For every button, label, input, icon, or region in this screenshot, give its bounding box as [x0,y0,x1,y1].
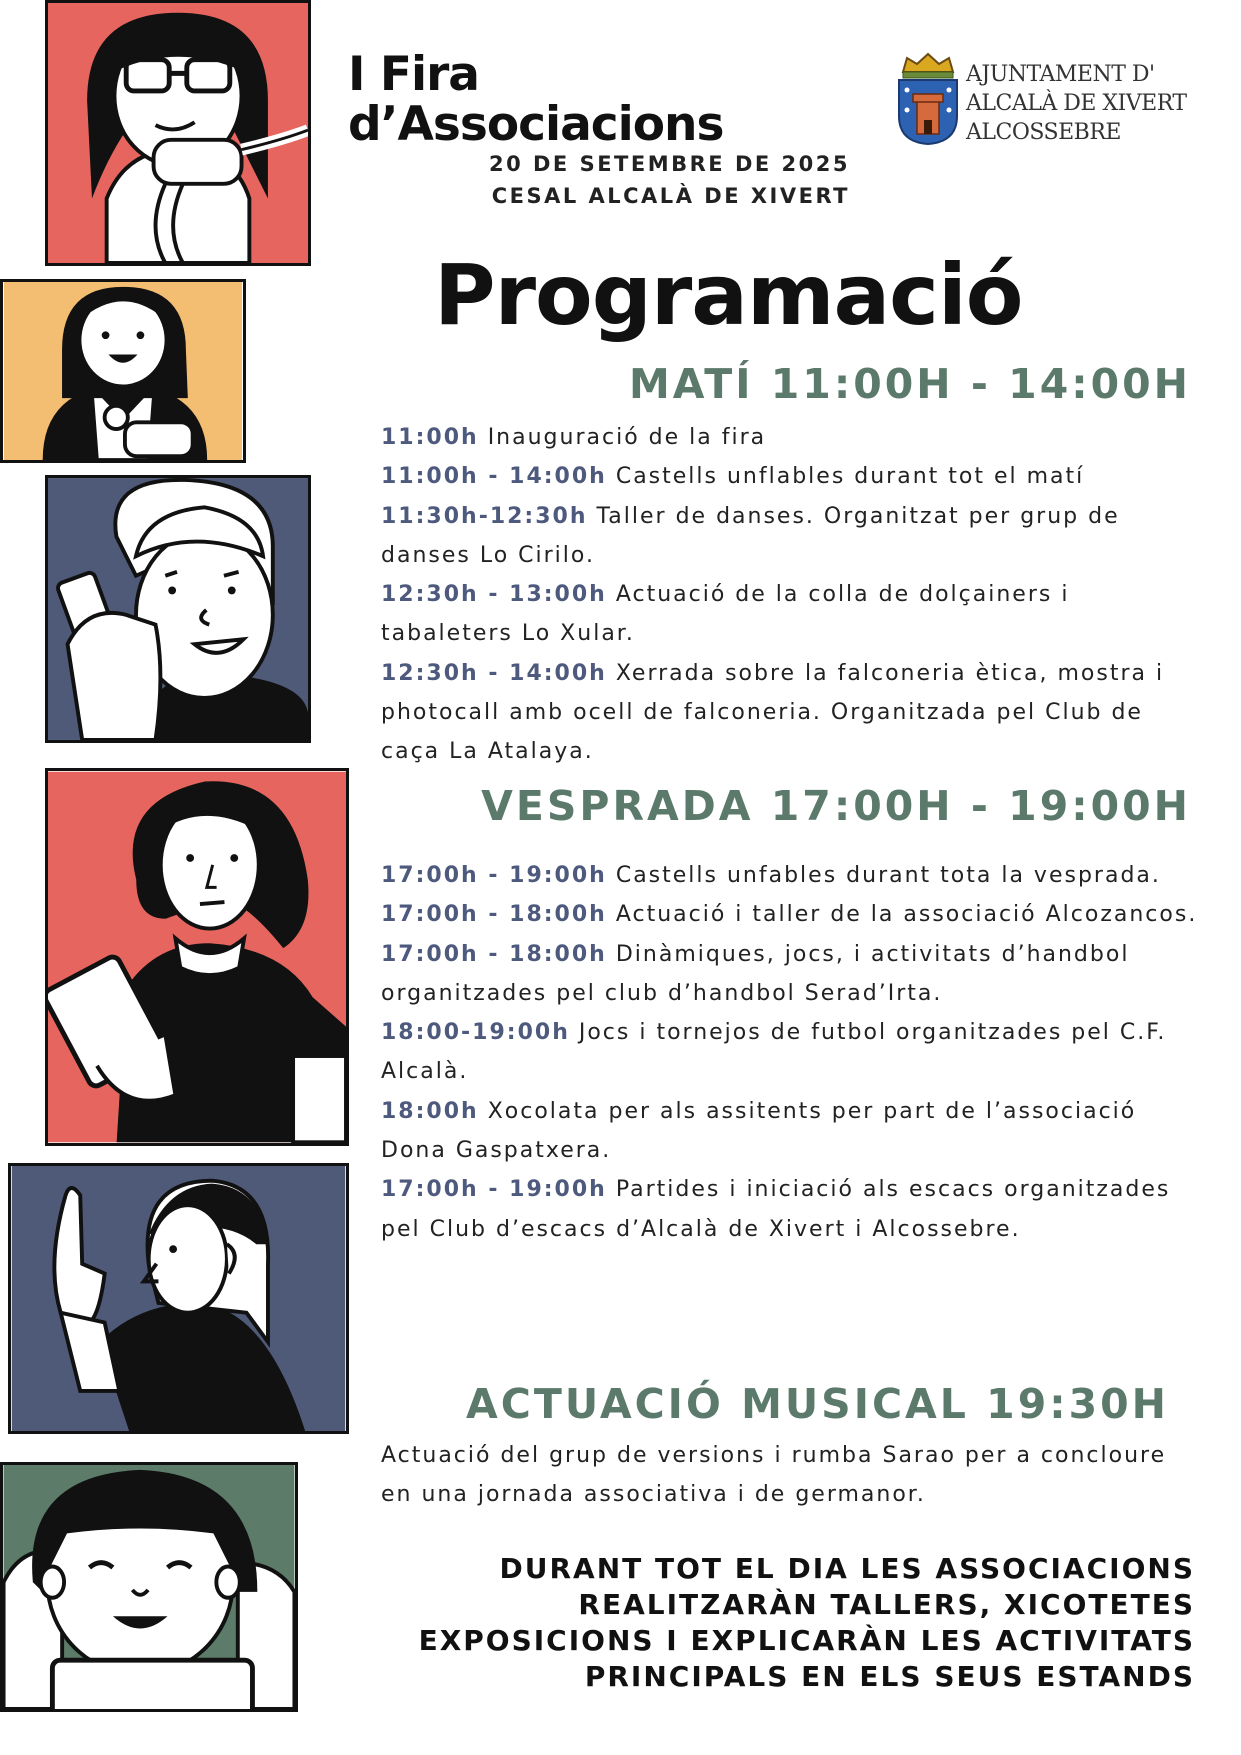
item-text: Castells unflables durant tot el matí [606,464,1085,490]
item-time: 11:00h [381,425,479,450]
item-text: Partides i iniciació als escacs organitzades pel Club d’escacs d’Alcalà de Xivert i Alcossebre. [381,1177,1171,1242]
item-time: 12:30h - 13:00h [381,582,607,608]
list-item [381,856,1201,895]
closing-line1: DURANT TOT EL DIA LES ASSOCIACIONS [499,1552,1195,1585]
closing-line2: REALITZARÀN TALLERS, XICOTETES [578,1588,1195,1621]
council-line1: AJUNTAMENT D' [966,62,1155,87]
list-item [381,935,1201,1014]
schedule-list-mati [381,418,1201,772]
event-date: 20 DE SETEMBRE DE 2025 [488,152,850,176]
item-time: 17:00h - 18:00h [381,902,607,928]
item-text: Jocs i tornejos de futbol organitzades pel C.F. Alcalà. [381,1020,1167,1085]
item-text: Xocolata per als assitents per part de l’associació Dona Gaspatxera. [381,1098,1137,1164]
item-text: Taller de danses. Organitzat per grup de danses Lo Cirilo. [381,503,1120,568]
item-time: 17:00h - 18:00h [381,941,607,967]
list-item [381,654,1201,772]
section-title-mati: MATÍ 11:00H - 14:00H [628,360,1191,408]
person-phone-illustration [45,475,311,743]
item-time: 11:30h-12:30h [381,503,588,529]
event-info [440,148,850,212]
list-item [381,575,1201,654]
person-glasses-illustration [45,0,311,266]
council-line2: ALCALÀ DE XIVERT [966,91,1187,116]
section-title-musical: ACTUACIÓ MUSICAL 19:30H [466,1380,1169,1428]
list-item [381,1092,1201,1171]
item-time: 18:00-19:00h [381,1020,570,1046]
coat-of-arms-icon [893,50,963,146]
item-text: Dinàmiques, jocs, i activitats d’handbol organitzades pel club d’handbol Serad’Irta. [381,941,1130,1006]
item-time: 18:00h [381,1098,479,1124]
item-text: Actuació i taller de la associació Alcozancos. [606,902,1198,928]
item-time: 11:00h - 14:00h [381,464,607,490]
event-venue: CESAL ALCALÀ DE XIVERT [491,184,850,208]
list-item [381,895,1201,934]
item-time: 17:00h - 19:00h [381,863,607,888]
item-time: 17:00h - 19:00h [381,1177,607,1203]
list-item [381,1170,1201,1249]
closing-note [300,1551,1195,1695]
fair-title [348,47,724,152]
person-notebook-illustration [45,768,349,1146]
list-item [381,457,1201,496]
page-title: Programació [434,246,1023,344]
person-microphone-illustration [0,279,246,463]
item-time: 12:30h - 14:00h [381,660,607,686]
item-text: Actuació de la colla de dolçainers i tabaleters Lo Xular. [381,582,1070,647]
council-name [966,60,1187,147]
item-text: Castells unfables durant tota la vesprada. [606,863,1161,888]
council-line3: ALCOSSEBRE [966,120,1121,145]
person-laptop-illustration [0,1462,298,1712]
list-item [381,497,1201,576]
section-title-vesprada: VESPRADA 17:00H - 19:00H [481,782,1191,830]
item-text: Xerrada sobre la falconeria ètica, mostra i photocall amb ocell de falconeria. Organitzada pel Club de caça La Atalaya. [381,660,1165,765]
person-waving-illustration [8,1163,349,1434]
list-item [381,418,1201,457]
fair-title-line1: I Fira [348,47,479,102]
closing-line4: PRINCIPALS EN ELS SEUS ESTANDS [584,1660,1195,1693]
item-text: Inauguració de la fira [478,425,767,450]
musical-description: Actuació del grup de versions i rumba Sarao per a concloure en una jornada associativa i de germanor. [381,1443,1167,1508]
list-item [381,1013,1201,1092]
closing-line3: EXPOSICIONS I EXPLICARÀN LES ACTIVITATS [418,1624,1195,1657]
schedule-list-vesprada [381,856,1201,1249]
fair-title-line2: d’Associacions [348,97,724,152]
